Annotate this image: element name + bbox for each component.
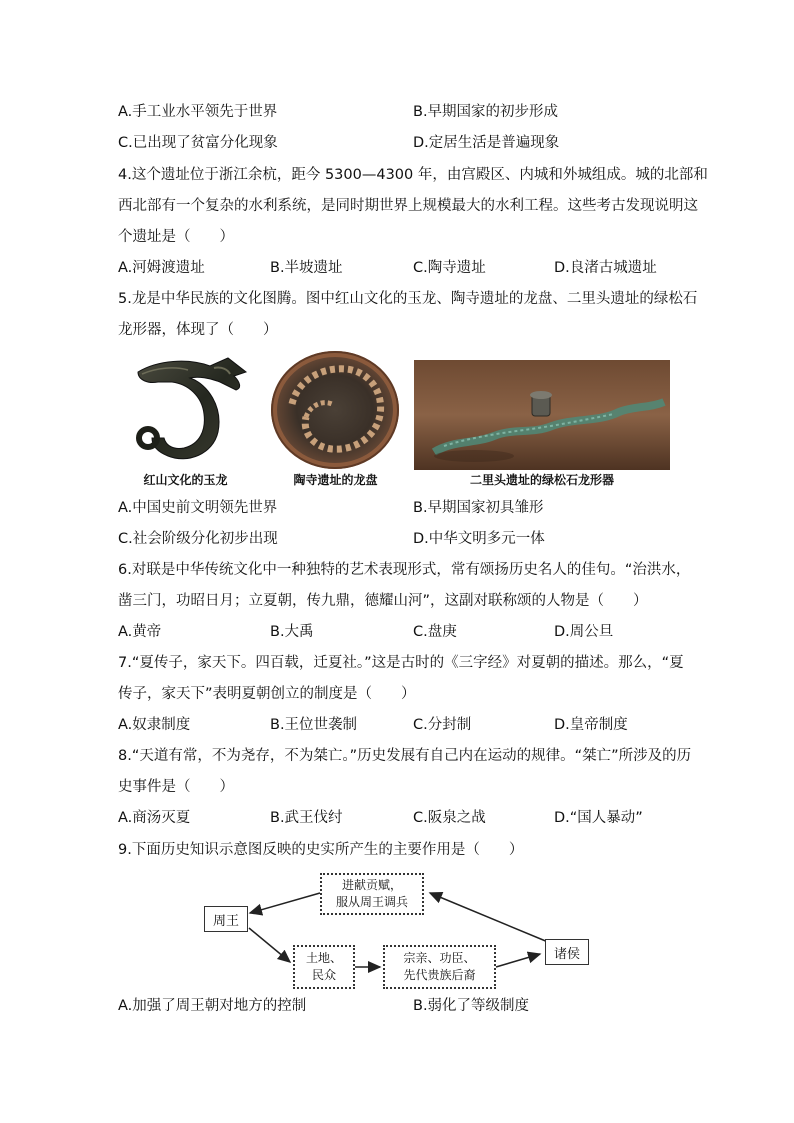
q7-stem-line1: 7.“夏传子，家天下。四百载，迁夏社。”这是古时的《三字经》对夏朝的描述。那么，“夏: [118, 655, 684, 671]
q3-option-b: B.早期国家的初步形成: [413, 104, 559, 120]
q9-option-a: A.加强了周王朝对地方的控制: [118, 998, 307, 1014]
q4-stem-line3: 个遗址是（ ）: [118, 229, 234, 245]
arrow-nobles-to-lords: [496, 954, 540, 967]
turquoise-dragon-caption: 二里头遗址的绿松石龙形器: [469, 473, 614, 487]
q6-stem-line1: 6.对联是中华传统文化中一种独特的艺术表现形式，常有颂扬历史名人的佳句。“治洪水，: [118, 562, 691, 578]
q3-option-d: D.定居生活是普遍现象: [413, 135, 560, 151]
q7-option-c: C.分封制: [413, 717, 472, 733]
arrow-lords-to-tribute: [430, 893, 548, 942]
q6-stem-line2: 凿三门，功昭日月；立夏朝，传九鼎，德耀山河”，这副对联称颂的人物是（ ）: [118, 593, 648, 609]
q5-option-b: B.早期国家初具雏形: [413, 500, 544, 516]
dragon-plate-caption: 陶寺遗址的龙盘: [293, 473, 378, 487]
arrow-king-to-land: [249, 928, 290, 962]
q3-option-c: C.已出现了贫富分化现象: [118, 135, 278, 151]
nobles-line1: 宗亲、功臣、: [403, 951, 476, 965]
tribute-line1: 进献贡赋，: [341, 878, 402, 892]
q4-option-a: A.河姆渡遗址: [118, 260, 205, 276]
q6-option-c: C.盘庚: [413, 624, 457, 640]
q3-option-a: A.手工业水平领先于世界: [118, 104, 278, 120]
q8-stem-line1: 8.“天道有常，不为尧存，不为桀亡。”历史发展有自己内在运动的规律。“桀亡”所涉及的历: [118, 748, 692, 764]
q6-option-b: B.大禹: [270, 624, 314, 640]
q7-option-b: B.王位世袭制: [270, 717, 358, 733]
q8-option-d: D.“国人暴动”: [554, 810, 643, 826]
q5-option-c: C.社会阶级分化初步出现: [118, 531, 278, 547]
q5-stem-line1: 5.龙是中华民族的文化图腾。图中红山文化的玉龙、陶寺遗址的龙盘、二里头遗址的绿松石: [118, 291, 698, 307]
land-line2: 民众: [311, 968, 336, 982]
q5-option-a: A.中国史前文明领先世界: [118, 500, 278, 516]
nobles-box: [383, 945, 496, 989]
q4-stem-line2: 西北部有一个复杂的水利系统，是同时期世界上规模最大的水利工程。这些考古发现说明这: [118, 198, 698, 214]
q8-option-a: A.商汤灭夏: [118, 810, 191, 826]
q4-option-c: C.陶寺遗址: [413, 260, 486, 276]
q8-stem-line2: 史事件是（ ）: [118, 779, 234, 795]
tribute-box: [320, 873, 424, 915]
q8-option-b: B.武王伐纣: [270, 810, 343, 826]
q7-stem-line2: 传子，家天下”表明夏朝创立的制度是（ ）: [118, 686, 416, 702]
king-box: 周王: [204, 906, 248, 932]
q6-option-a: A.黄帝: [118, 624, 162, 640]
q4-option-b: B.半坡遗址: [270, 260, 343, 276]
arrow-tribute-to-king: [250, 893, 320, 913]
tribute-line2: 服从周王调兵: [335, 895, 408, 909]
q8-option-c: C.阪泉之战: [413, 810, 486, 826]
nobles-line2: 先代贵族后裔: [403, 968, 476, 982]
q7-option-d: D.皇帝制度: [554, 717, 628, 733]
q7-option-a: A.奴隶制度: [118, 717, 191, 733]
land-line1: 土地、: [305, 951, 342, 965]
jade-dragon-caption: 红山文化的玉龙: [143, 473, 228, 487]
lords-box: 诸侯: [545, 939, 589, 965]
q4-stem-line1: 4.这个遗址位于浙江余杭，距今 5300—4300 年，由宫殿区、内城和外城组成。城的北部和: [118, 167, 708, 183]
q9-stem: 9.下面历史知识示意图反映的史实所产生的主要作用是（ ）: [118, 842, 524, 858]
q4-option-d: D.良渚古城遗址: [554, 260, 657, 276]
q5-option-d: D.中华文明多元一体: [413, 531, 545, 547]
land-people-box: [293, 945, 355, 989]
q9-option-b: B.弱化了等级制度: [413, 998, 530, 1014]
q6-option-d: D.周公旦: [554, 624, 614, 640]
q5-stem-line2: 龙形器，体现了（ ）: [118, 322, 278, 338]
